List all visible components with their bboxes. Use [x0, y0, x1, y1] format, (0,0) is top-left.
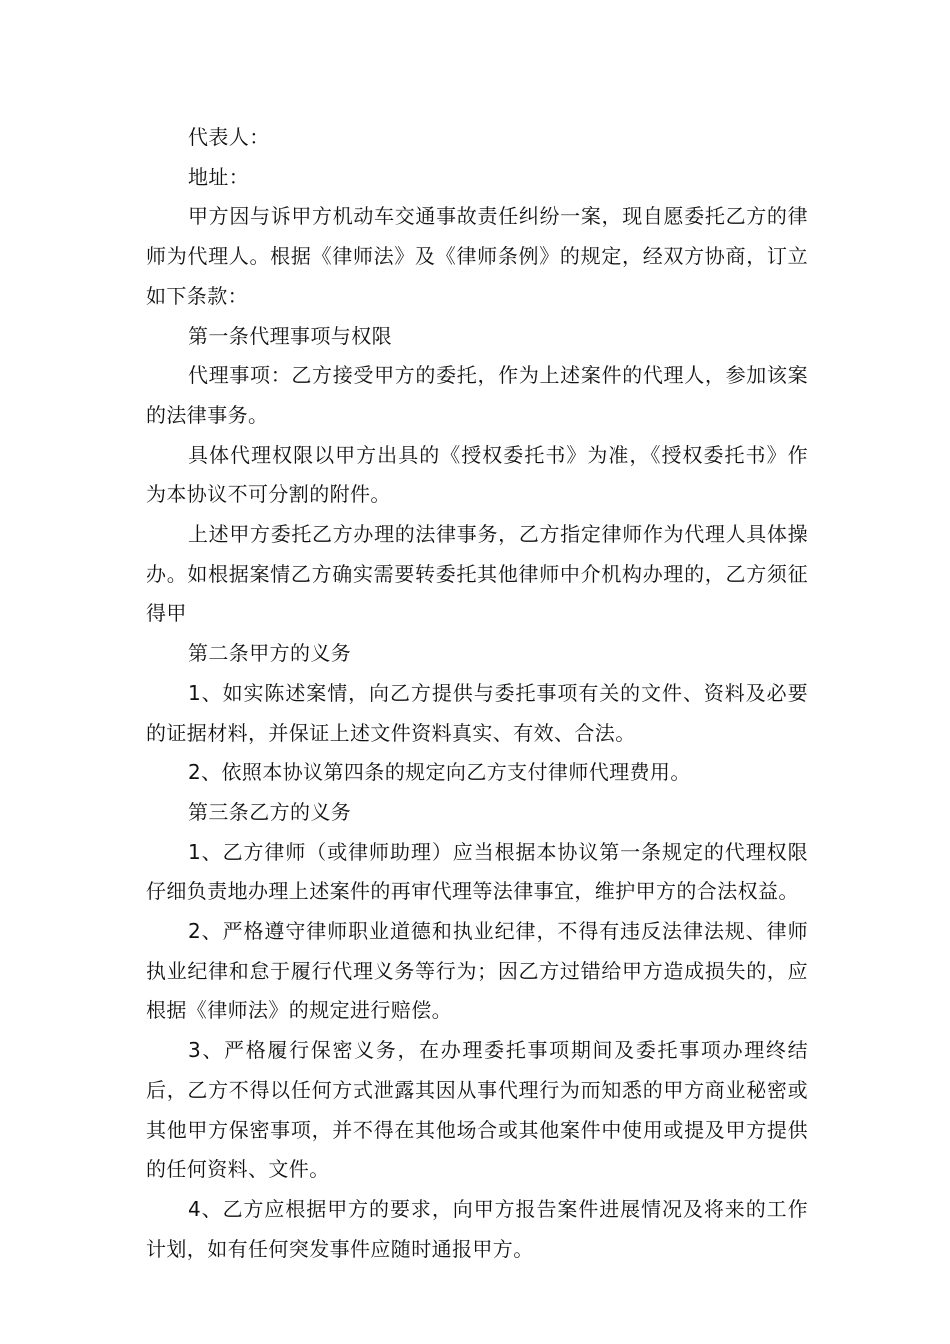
paragraph-representative: 代表人： — [188, 125, 270, 149]
paragraph-party-b-duty-1: 1、乙方律师（或律师助理）应当根据本协议第一条规定的代理权限仔细负责地办理上述案件的再审代理等法律事宜，维护甲方的合法权益。 — [146, 839, 808, 904]
heading-article-1: 第一条代理事项与权限 — [188, 323, 392, 348]
paragraph-party-a-duty-1: 1、如实陈述案情，向乙方提供与委托事项有关的文件、资料及必要的证据材料，并保证上述文件资料真实、有效、合法。 — [146, 680, 808, 745]
heading-article-2: 第二条甲方的义务 — [188, 641, 352, 666]
paragraph-party-b-duty-4: 4、乙方应根据甲方的要求，向甲方报告案件进展情况及将来的工作计划，如有任何突发事件应随时通报甲方。 — [146, 1196, 808, 1261]
paragraph-address: 地址： — [188, 164, 250, 189]
paragraph-agency-authority: 具体代理权限以甲方出具的《授权委托书》为准，《授权委托书》作为本协议不可分割的附件。 — [146, 442, 808, 507]
paragraph-party-b-duty-2: 2、严格遵守律师职业道德和执业纪律，不得有违反法律法规、律师执业纪律和怠于履行代理义务等行为；因乙方过错给甲方造成损失的，应根据《律师法》的规定进行赔偿。 — [146, 919, 808, 1023]
paragraph-agency-matters: 代理事项：乙方接受甲方的委托，作为上述案件的代理人，参加该案的法律事务。 — [146, 363, 808, 427]
heading-article-3: 第三条乙方的义务 — [188, 799, 352, 824]
paragraph-intro: 甲方因与诉甲方机动车交通事故责任纠纷一案，现自愿委托乙方的律师为代理人。根据《律师法》及《律师条例》的规定，经双方协商，订立如下条款： — [146, 204, 808, 308]
paragraph-party-b-duty-3: 3、严格履行保密义务，在办理委托事项期间及委托事项办理终结后，乙方不得以任何方式泄露其因从事代理行为而知悉的甲方商业秘密或其他甲方保密事项，并不得在其他场合或其他案件中使用或提及甲方提供的任何资料、文件。 — [146, 1038, 808, 1182]
document-body — [146, 118, 808, 1269]
paragraph-designated-lawyer: 上述甲方委托乙方办理的法律事务，乙方指定律师作为代理人具体操办。如根据案情乙方确实需要转委托其他律师中介机构办理的，乙方须征得甲 — [146, 522, 808, 626]
paragraph-party-a-duty-2: 2、依照本协议第四条的规定向乙方支付律师代理费用。 — [188, 760, 691, 785]
